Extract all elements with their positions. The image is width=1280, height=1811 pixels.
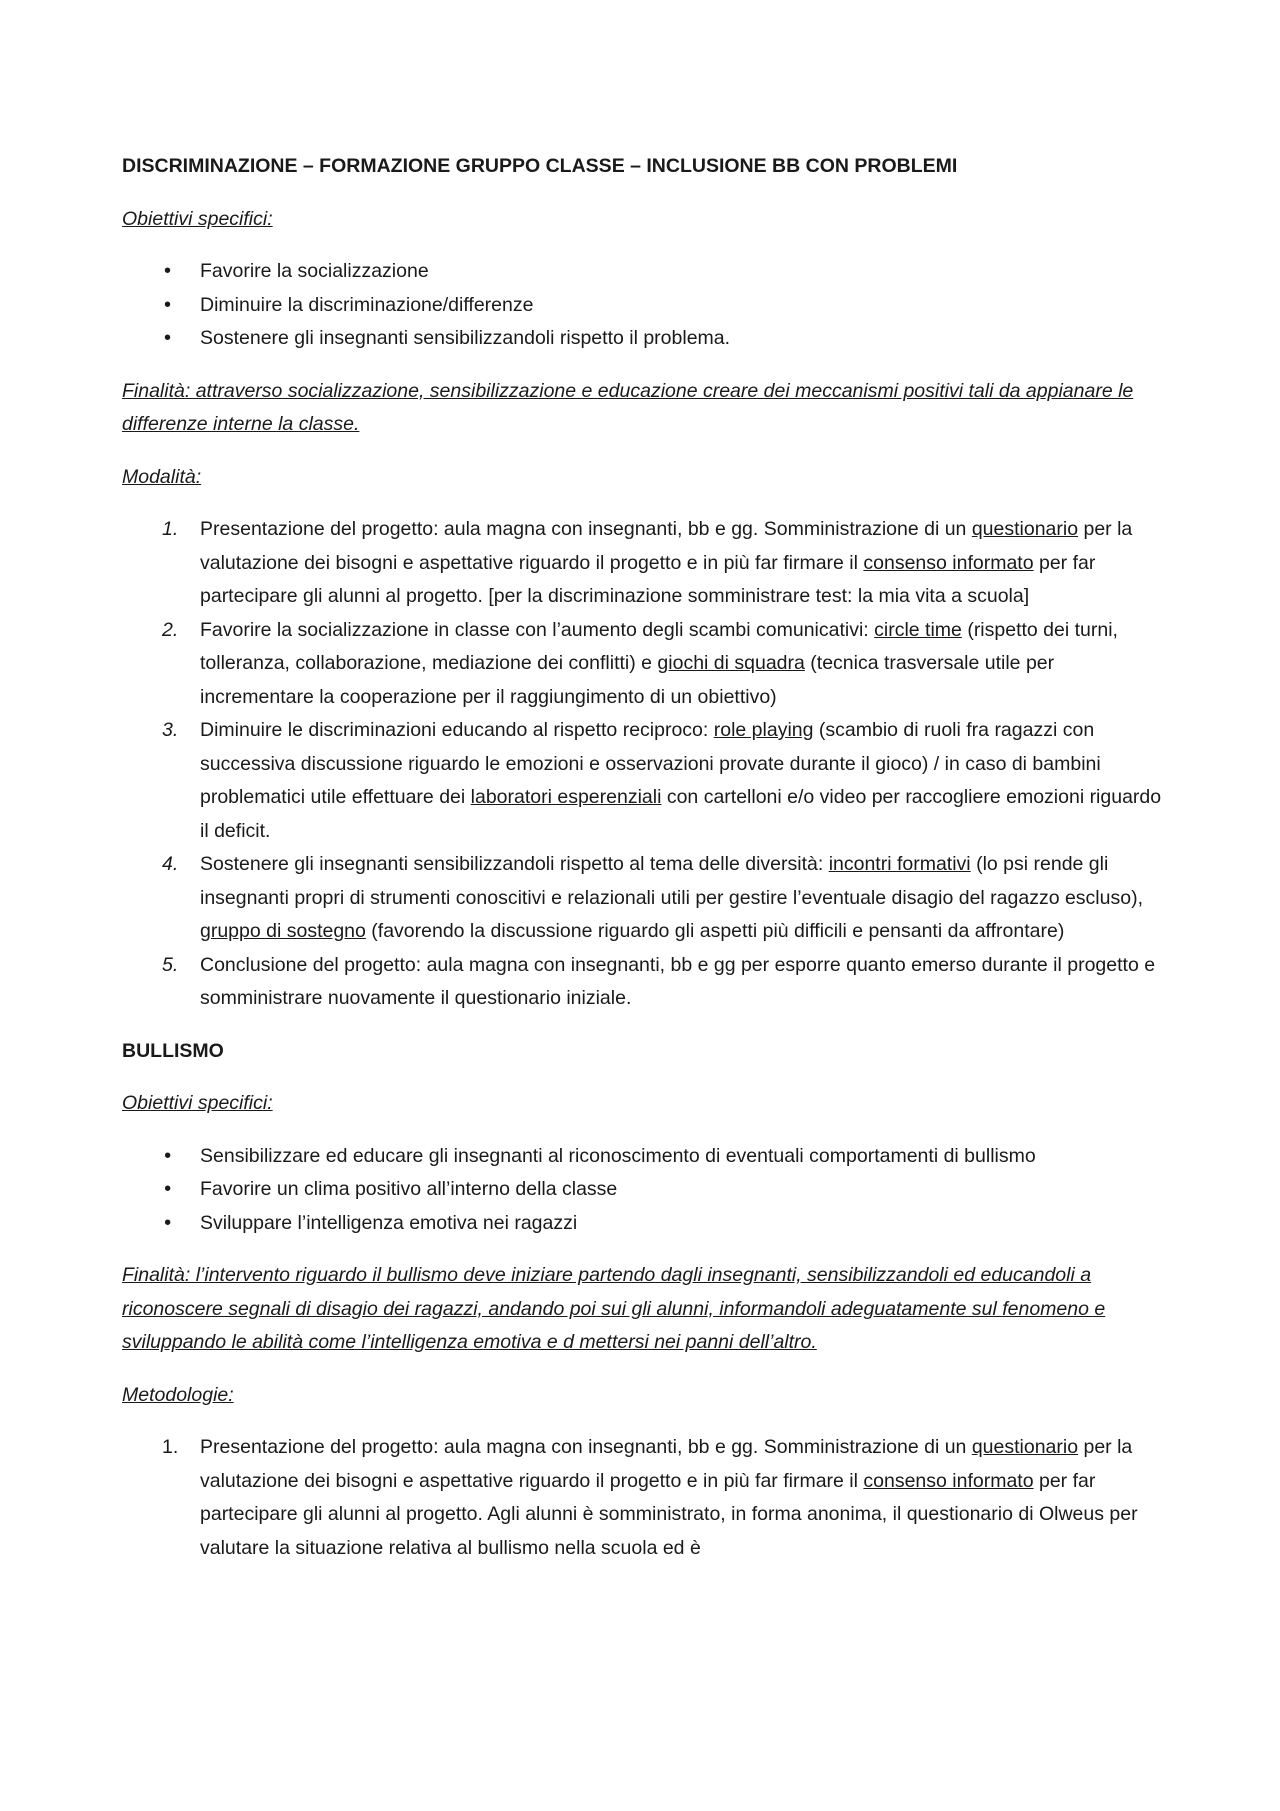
step-number: 1. <box>162 518 179 540</box>
modalita-label: Modalità: <box>122 465 202 488</box>
list-item: • Favorire la socializzazione <box>122 255 1172 289</box>
bullet-icon: • <box>164 327 172 349</box>
step-item: 4. Sostenere gli insegnanti sensibilizzandoli rispetto al tema delle diversità: incontri formativi (lo psi rende gli insegnanti propri di strumenti conoscitivi e relazionali utili per gestire l’eventuale disagio del ragazzo escluso), gruppo di sostegno (favorendo la discussione riguardo gli aspetti più difficili e pensanti da affrontare) <box>122 848 1172 949</box>
bullet-icon: • <box>164 260 172 282</box>
finalita-paragraph: Finalità: attraverso socializzazione, sensibilizzazione e educazione creare dei meccanismi positivi tali da appianare le differenze interne la classe. <box>122 379 1134 435</box>
section-title-discriminazione: DISCRIMINAZIONE – FORMAZIONE GRUPPO CLASSE – INCLUSIONE BB CON PROBLEMI <box>122 155 958 177</box>
step-number: 1. <box>162 1436 179 1458</box>
step-number: 2. <box>162 618 179 641</box>
modalita-steps <box>122 513 1172 1016</box>
objectives-label: Obiettivi specifici: <box>122 207 273 230</box>
step-number: 5. <box>162 953 179 976</box>
section-title-bullismo: BULLISMO <box>122 1039 224 1062</box>
list-item: • Sviluppare l’intelligenza emotiva nei ragazzi <box>122 1207 1172 1241</box>
list-item: • Diminuire la discriminazione/differenze <box>122 289 1172 323</box>
document-page <box>122 150 1172 1584</box>
objectives-list <box>122 255 1172 356</box>
step-number: 4. <box>162 853 179 875</box>
objectives-list <box>122 1140 1172 1241</box>
bullet-icon: • <box>164 1144 172 1167</box>
list-item: • Sensibilizzare ed educare gli insegnanti al riconoscimento di eventuali comportamenti di bullismo <box>122 1140 1172 1174</box>
bullet-icon: • <box>164 1178 172 1200</box>
step-item: 2. Favorire la socializzazione in classe con l’aumento degli scambi comunicativi: circle time (rispetto dei turni, tolleranza, collaborazione, mediazione dei conflitti) e giochi di squadra (tecnica trasversale utile per incrementare la cooperazione per il raggiungimento di un obiettivo) <box>122 614 1172 715</box>
step-item: 3. Diminuire le discriminazioni educando al rispetto reciproco: role playing (scambio di ruoli fra ragazzi con successiva discussione riguardo le emozioni e osservazioni provate durante il gioco) / in caso di bambini problematici utile effettuare dei laboratori esperenziali con cartelloni e/o video per raccogliere emozioni riguardo il deficit. <box>122 714 1172 848</box>
list-item: • Sostenere gli insegnanti sensibilizzandoli rispetto il problema. <box>122 322 1172 356</box>
objectives-label: Obiettivi specifici: <box>122 1092 273 1114</box>
metodologie-label: Metodologie: <box>122 1383 234 1406</box>
step-number: 3. <box>162 719 179 741</box>
list-item: • Favorire un clima positivo all’interno della classe <box>122 1173 1172 1207</box>
finalita-paragraph: Finalità: l’intervento riguardo il bullismo deve iniziare partendo dagli insegnanti, sensibilizzandoli ed educandoli a riconoscere segnali di disagio dei ragazzi, andando poi sui gli alunni, informandoli adeguatamente sul fenomeno e sviluppando le abilità come l’intelligenza emotiva e d mettersi nei panni dell’altro. <box>122 1264 1106 1353</box>
step-item: 5. Conclusione del progetto: aula magna con insegnanti, bb e gg per esporre quanto emerso durante il progetto e somministrare nuovamente il questionario iniziale. <box>122 949 1172 1016</box>
step-item: 1. Presentazione del progetto: aula magna con insegnanti, bb e gg. Somministrazione di un questionario per la valutazione dei bisogni e aspettative riguardo il progetto e in più far firmare il consenso informato per far partecipare gli alunni al progetto. Agli alunni è somministrato, in forma anonima, il questionario di Olweus per valutare la situazione relativa al bullismo nella scuola ed è <box>122 1431 1172 1565</box>
bullet-icon: • <box>164 1211 172 1234</box>
metodologie-steps <box>122 1431 1172 1565</box>
bullet-icon: • <box>164 293 172 316</box>
step-item: 1. Presentazione del progetto: aula magna con insegnanti, bb e gg. Somministrazione di un questionario per la valutazione dei bisogni e aspettative riguardo il progetto e in più far firmare il consenso informato per far partecipare gli alunni al progetto. [per la discriminazione somministrare test: la mia vita a scuola] <box>122 513 1172 614</box>
